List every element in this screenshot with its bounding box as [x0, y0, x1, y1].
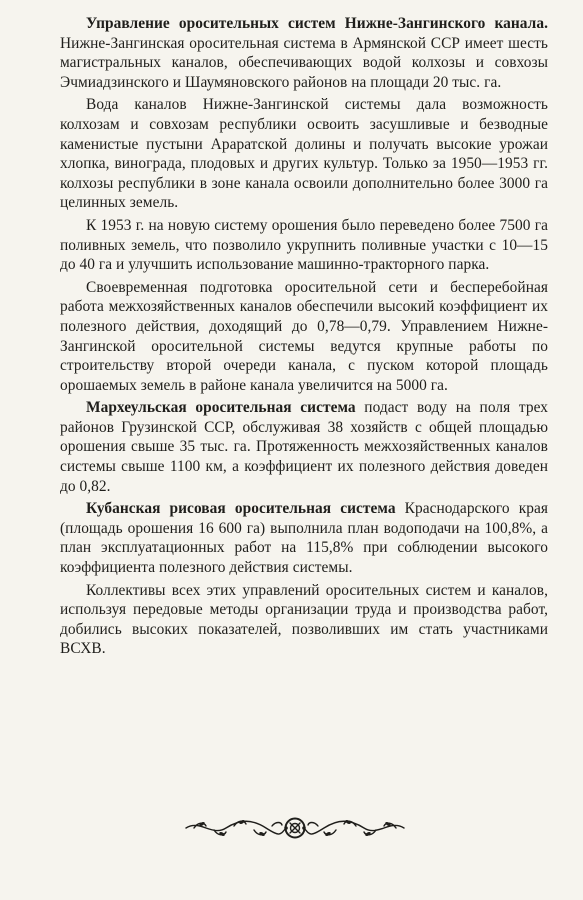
paragraph-4 [60, 278, 548, 396]
paragraph-2 [60, 95, 548, 213]
paragraph-5-heading: Мархеульская оросительная система [86, 399, 356, 417]
paragraph-2-text: Вода каналов Нижне-Зангинской системы дала возможность колхозам и совхозам республики освоить засушливые и безводные каменистые пустыни Араратской долины и получать высокие урожаи хлопка, винограда, плодовых и других культур. Только за 1950—1953 гг. колхозы республики в зоне канала освоили дополнительно более 3000 га целинных земель. [60, 96, 548, 212]
floral-ornament-icon [182, 805, 408, 851]
paragraph-5-text: подаст воду на поля трех районов Грузинской ССР, обслуживая 38 хозяйств с общей площадью орошения свыше 35 тыс. га. Протяженность межхозяйственных каналов системы свыше 1100 км, а коэффициент их полезного действия доведен до 0,82. [60, 399, 549, 495]
paragraph-3-text: К 1953 г. на новую систему орошения было переведено более 7500 га поливных земель, что позволило укрупнить поливные участки с 10—15 до 40 га и улучшить использование машинно-тракторного парка. [60, 216, 548, 274]
paragraph-7-text: Коллективы всех этих управлений оросительных систем и каналов, используя передовые методы организации труда и производства работ, добились высоких показателей, позволивших им стать участниками ВСХВ. [60, 581, 548, 658]
paragraph-4-text: Своевременная подготовка оросительной сети и бесперебойная работа межхозяйственных каналов обеспечили высокий коэффициент их полезного действия, доходящий до 0,78—0,79. Управлением Нижне-Зангинской оросительной системы ведутся крупные работы по строительству второй очереди канала, с пуском которой площадь орошаемых земель в районе канала увеличится на 5000 га. [60, 278, 548, 394]
paragraph-1 [60, 14, 548, 92]
paragraph-7 [60, 581, 548, 659]
paragraph-5 [60, 398, 548, 496]
paragraph-6 [60, 499, 548, 577]
paragraph-6-text: Краснодарского края (площадь орошения 16 600 га) выполнила план водоподачи на 100,8%, а план эксплуатационных работ на 115,8% при соблюдении высокого коэффициента полезного действия системы. [60, 500, 549, 577]
paragraph-3 [60, 216, 548, 275]
document-page [60, 14, 548, 662]
paragraph-6-heading: Кубанская рисовая оросительная система [86, 500, 396, 518]
paragraph-1-heading: Управление оросительных систем Нижне-Зангинского канала. [86, 15, 548, 32]
paragraph-1-text: Нижне-Зангинская оросительная система в Армянской ССР имеет шесть магистральных каналов, обеспечивающих водой колхозы и совхозы Эчмиадзинского и Шаумяновского районов на площади 20 тыс. га. [60, 34, 548, 91]
